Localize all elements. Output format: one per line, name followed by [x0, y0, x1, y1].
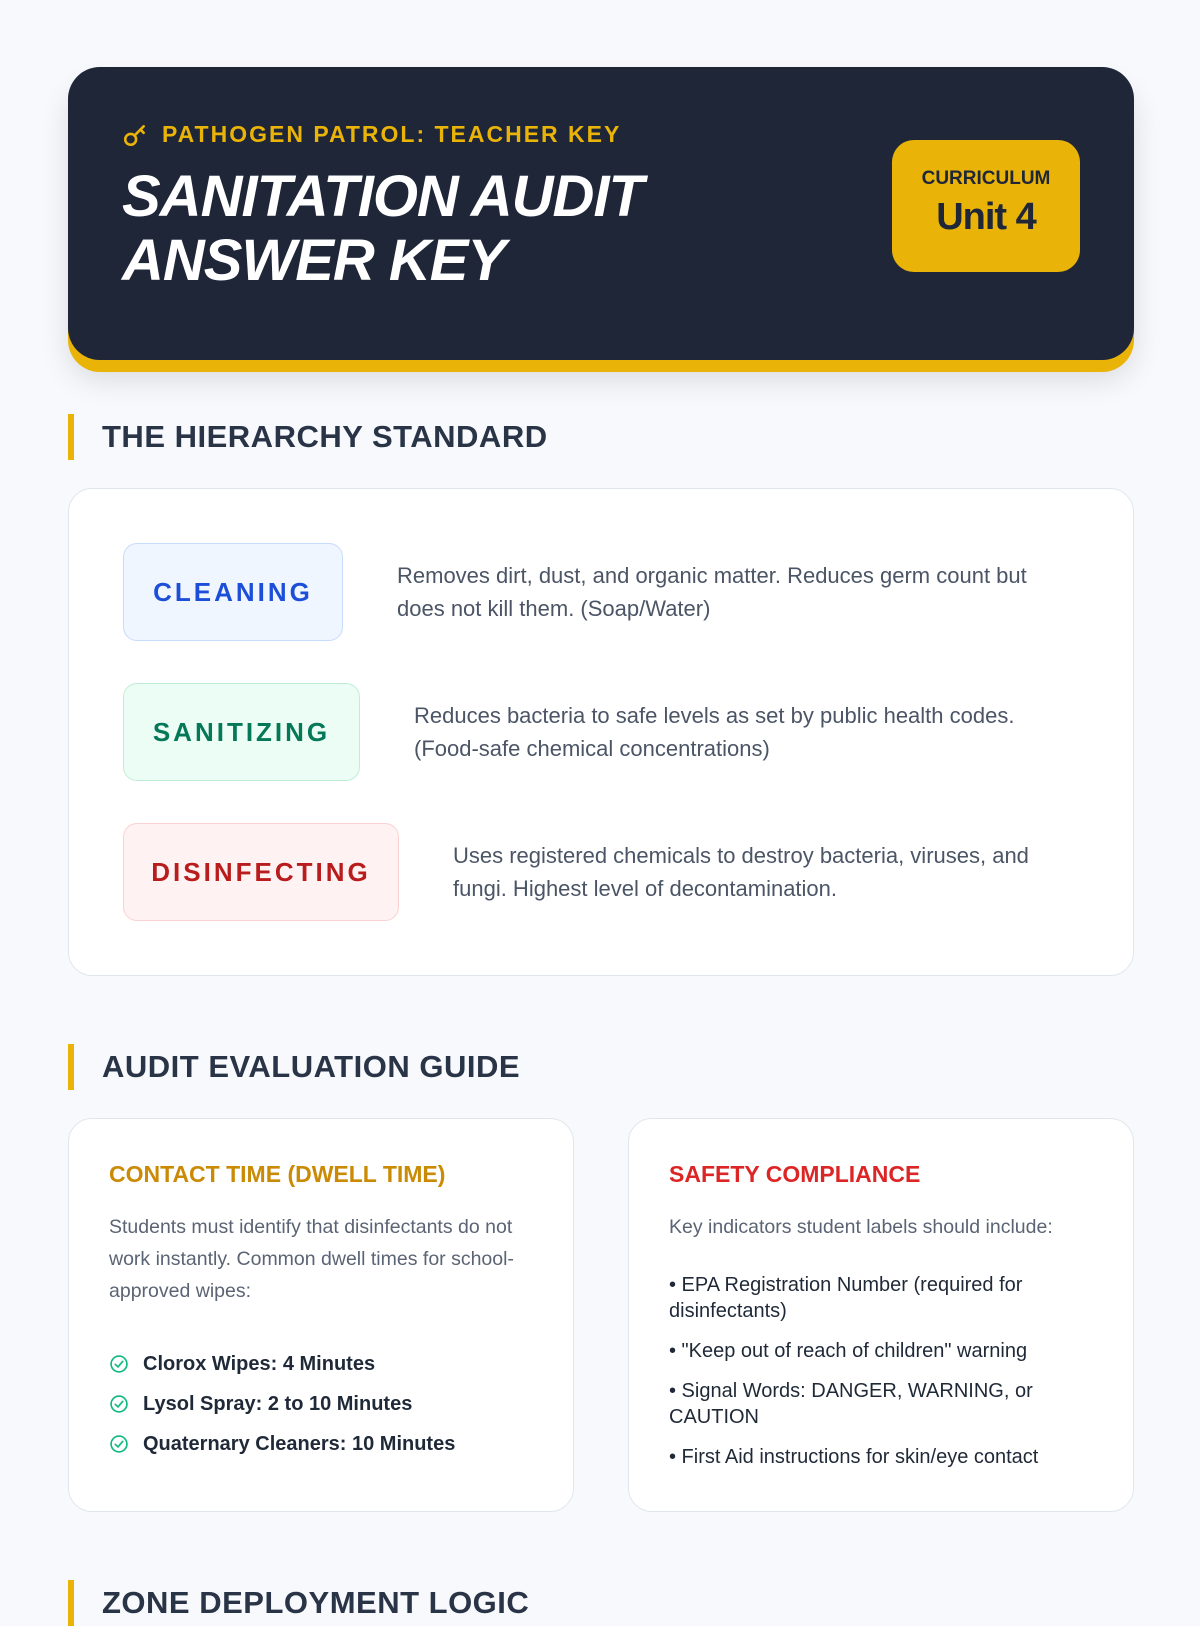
cleaning-pill: CLEANING: [123, 543, 343, 641]
section-heading-hierarchy: THE HIERARCHY STANDARD: [68, 414, 548, 460]
contact-time-body: Students must identify that disinfectants do not work instantly. Common dwell times for school-approved wipes:: [109, 1216, 514, 1302]
check-circle-icon: [109, 1394, 129, 1414]
key-icon: [122, 122, 148, 148]
disinfecting-description: Uses registered chemicals to destroy bacteria, viruses, and fungi. Highest level of decontamination.: [453, 843, 1029, 901]
list-item: • "Keep out of reach of children" warning: [669, 1340, 1028, 1362]
hierarchy-card: [68, 488, 1134, 976]
header-kicker: [122, 121, 621, 148]
safety-compliance-title: SAFETY COMPLIANCE: [669, 1161, 921, 1187]
unit-badge-value: Unit 4: [936, 196, 1036, 238]
unit-badge-label: CURRICULUM: [921, 168, 1051, 189]
sanitizing-description: Reduces bacteria to safe levels as set by public health codes. (Food-safe chemical concentrations): [414, 703, 1015, 761]
disinfecting-pill: DISINFECTING: [123, 823, 399, 921]
list-item: Lysol Spray: 2 to 10 Minutes: [109, 1384, 455, 1424]
dwell-time-list: [109, 1344, 455, 1464]
list-item: • Signal Words: DANGER, WARNING, or CAUTION: [669, 1380, 1033, 1428]
safety-indicator-list: [669, 1272, 1109, 1484]
contact-time-card: [68, 1118, 574, 1512]
list-item: Quaternary Cleaners: 10 Minutes: [109, 1424, 455, 1464]
hierarchy-row-cleaning: [123, 543, 1077, 641]
page-title: SANITATION AUDIT ANSWER KEY: [122, 164, 643, 293]
kicker-text: PATHOGEN PATROL: TEACHER KEY: [162, 121, 622, 147]
safety-compliance-card: [628, 1118, 1134, 1512]
cleaning-description: Removes dirt, dust, and organic matter. Reduces germ count but does not kill them. (Soap/Water): [397, 563, 1027, 621]
section-heading-audit: AUDIT EVALUATION GUIDE: [68, 1044, 520, 1090]
list-item: Clorox Wipes: 4 Minutes: [109, 1344, 455, 1384]
unit-badge: [892, 140, 1080, 272]
sanitizing-pill: SANITIZING: [123, 683, 360, 781]
check-circle-icon: [109, 1434, 129, 1454]
hierarchy-row-disinfecting: [123, 823, 1083, 921]
hierarchy-row-sanitizing: [123, 683, 1054, 781]
list-item: • First Aid instructions for skin/eye contact: [669, 1446, 1039, 1468]
list-item: • EPA Registration Number (required for disinfectants): [669, 1274, 1023, 1322]
check-circle-icon: [109, 1354, 129, 1374]
section-heading-zone: ZONE DEPLOYMENT LOGIC: [68, 1580, 529, 1626]
header-banner: [68, 67, 1134, 360]
safety-compliance-body: Key indicators student labels should include:: [669, 1216, 1053, 1238]
contact-time-title: CONTACT TIME (DWELL TIME): [109, 1161, 446, 1187]
